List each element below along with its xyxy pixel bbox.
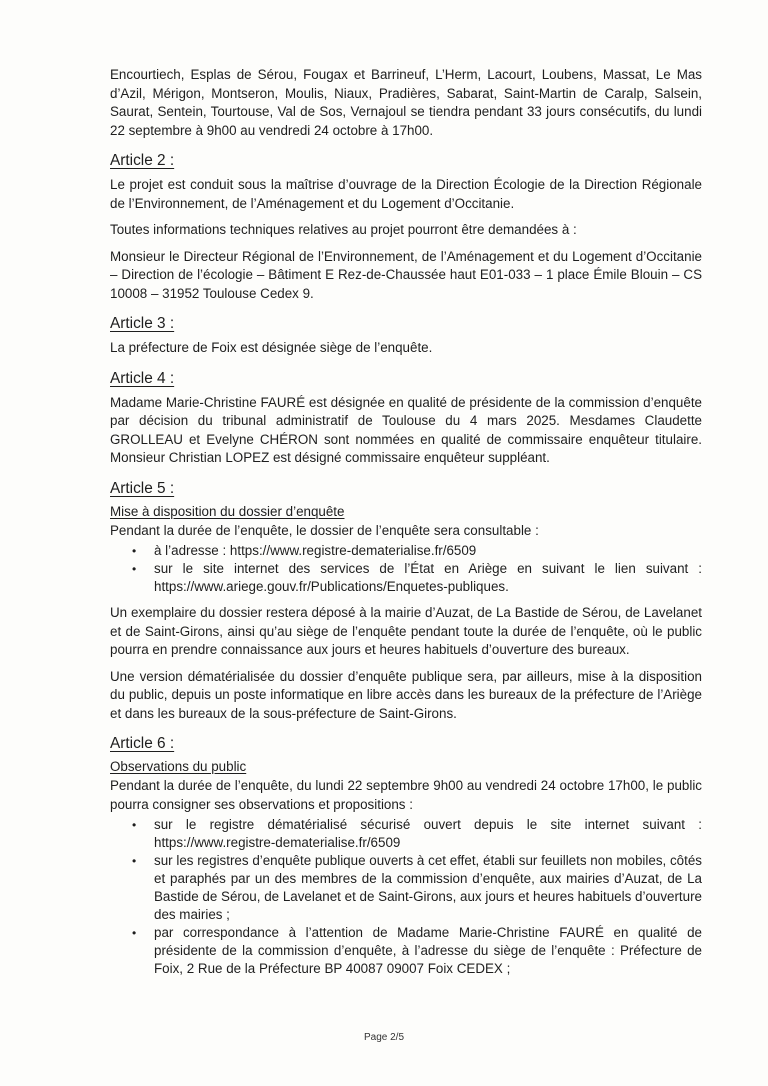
list-item: [132, 852, 702, 924]
article-5-paragraph-2: Un exemplaire du dossier restera déposé à la mairie d’Auzat, de La Bastide de Sérou, de Lavelanet et de Saint-Girons, ainsi qu’au siège de l’enquête pendant toute la durée de l’enquête, où le public pourra en prendre connaissance aux jours et heures habituels d’ouverture des bureaux.: [110, 605, 702, 657]
article-4-paragraph-1: Madame Marie-Christine FAURÉ est désignée en qualité de présidente de la commission d’enquête par décision du tribunal administratif de Toulouse du 4 mars 2025. Mesdames Claudette GROLLEAU et Evelyne CHÉRON sont nommées en qualité de commissaire enquêteur titulaire. Monsieur Christian LOPEZ est désigné commissaire enquêteur suppléant.: [110, 394, 702, 465]
article-4-heading: Article 4 :: [110, 369, 175, 387]
article-5-paragraph-3: Une version dématérialisée du dossier d’enquête publique sera, par ailleurs, mise à la disposition du public, depuis un poste informatique en libre accès dans les bureaux de la préfecture de l’Ariège et dans les bureaux de la sous-préfecture de Saint-Girons.: [110, 668, 702, 721]
list-item: [132, 924, 702, 978]
list-item-text: sur le registre dématérialisé sécurisé ouvert depuis le site internet suivant : https://www.registre-dematerialise.fr/6509: [154, 817, 702, 850]
article-6-paragraph-1: Pendant la durée de l’enquête, du lundi 22 septembre 9h00 au vendredi 24 octobre 17h00, le public pourra consigner ses observations et propositions :: [110, 778, 702, 812]
article-5-subheading: Mise à disposition du dossier d’enquête: [110, 503, 345, 519]
article-5-bullet-list: [110, 542, 702, 596]
page-number: Page 2/5: [363, 1032, 405, 1043]
article-6-heading: Article 6 :: [110, 735, 175, 752]
list-item-text: sur le site internet des services de l’État en Ariège en suivant le lien suivant : https://www.ariege.gouv.fr/Publications/Enquetes-publiques.: [154, 561, 702, 594]
article-2-paragraph-3: Monsieur le Directeur Régional de l’Environnement, de l’Aménagement et du Logement d’Occitanie – Direction de l’écologie – Bâtiment E Rez-de-Chaussée haut E01-033 – 1 place Émile Blouin – CS 10008 – 31952 Toulouse Cedex 9.: [110, 248, 702, 301]
intro-paragraph: Encourtiech, Esplas de Sérou, Fougax et Barrineuf, L’Herm, Lacourt, Loubens, Massat, Le Mas d’Azil, Mérigon, Montseron, Moulis, Niaux, Pradières, Sabarat, Saint-Martin de Caralp, Salsein, Saurat, Sentein, Tourtouse, Val de Sos, Vernajoul se tiendra pendant 33 jours consécutifs, du lundi 22 septembre à 9h00 au vendredi 24 octobre à 17h00.: [110, 67, 702, 138]
article-6-bullet-list: [110, 816, 702, 978]
list-item-text: par correspondance à l’attention de Madame Marie-Christine FAURÉ en qualité de présidente de la commission d’enquête, à l’adresse du siège de l’enquête : Préfecture de Foix, 2 Rue de la Préfecture BP 40087 09007 Foix CEDEX ;: [154, 925, 702, 976]
list-item-text: sur les registres d’enquête publique ouverts à cet effet, établi sur feuillets non mobiles, côtés et paraphés par un des membres de la commission d’enquête, aux mairies d’Auzat, de La Bastide de Sérou, de Lavelanet et de Saint-Girons, aux jours et heures habituels d’ouverture des mairies ;: [154, 853, 702, 922]
article-2-heading: Article 2 :: [110, 152, 175, 169]
bullet-icon: •: [132, 926, 137, 940]
article-2-paragraph-1: Le projet est conduit sous la maîtrise d’ouvrage de la Direction Écologie de la Direction Régionale de l’Environnement, de l’Aménagement et du Logement d’Occitanie.: [110, 177, 702, 211]
bullet-icon: •: [132, 854, 137, 868]
article-3-paragraph-1: La préfecture de Foix est désignée siège de l’enquête.: [110, 340, 433, 355]
list-item: [132, 542, 702, 560]
list-item: [132, 560, 702, 596]
article-2-paragraph-2: Toutes informations techniques relatives au projet pourront être demandées à :: [110, 222, 577, 237]
article-6-subheading: Observations du public: [110, 759, 247, 774]
article-5-paragraph-1: Pendant la durée de l’enquête, le dossier de l’enquête sera consultable :: [110, 522, 539, 538]
bullet-icon: •: [132, 562, 137, 576]
bullet-icon: •: [132, 544, 137, 558]
list-item: [132, 816, 702, 852]
article-5-heading: Article 5 :: [110, 479, 175, 497]
list-item-text: à l’adresse : https://www.registre-dematerialise.fr/6509: [154, 543, 477, 558]
bullet-icon: •: [132, 818, 137, 832]
article-3-heading: Article 3 :: [110, 315, 175, 332]
